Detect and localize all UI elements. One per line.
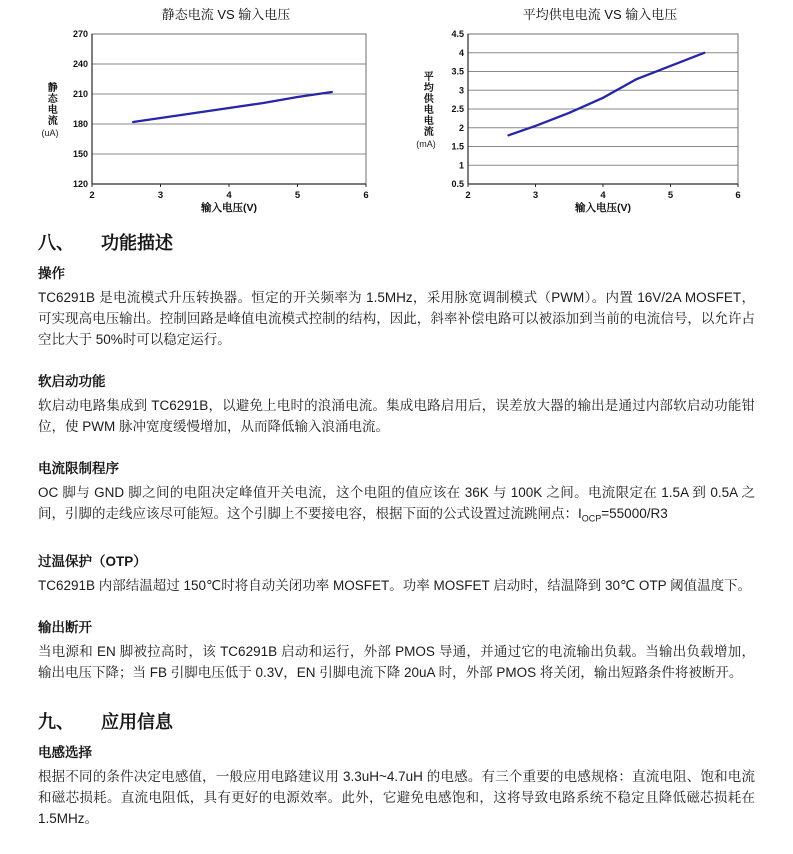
svg-text:2.5: 2.5 [451,104,464,114]
paragraph: TC6291B 是电流模式升压转换器。恒定的开关频率为 1.5MHz，采用脉宽调制模式（PWM）。内置 16V/2A MOSFET，可实现高电压输出。控制回路是峰值电流模式控制的结构，因此，斜率补偿电路可以被添加到当前的电流信号，以允许占空比大于 50%时可以稳定运行。 [38,290,755,347]
svg-text:3: 3 [458,85,464,96]
y-axis-unit: (uA) [41,128,59,138]
y-axis-label: 平均供电电流 [421,71,433,137]
subsection-heading: 电感选择 [38,744,92,760]
paragraph: TC6291B 内部结温超过 150℃时将自动关闭功率 MOSFET。功率 MOSFET 启动时，结温降到 30℃ OTP 阈值温度下。 [38,577,752,593]
section-number: 九、 [38,711,74,732]
y-axis-unit: (mA) [416,139,436,149]
svg-text:3: 3 [532,190,539,201]
svg-text:2: 2 [458,122,464,133]
subsection-heading: 电流限制程序 [38,461,119,476]
charts-row [0,0,793,214]
paragraph: 当电源和 EN 脚被拉高时，该 TC6291B 启动和运行，外部 PMOS 导通，并通过它的电流输出负载。当输出负载增加，输出电压下降；当 FB 引脚电压低于 0.3V，EN 引脚电流下降 20uA 时，外部 PMOS 将关闭，输出短路条件将被断开。 [38,643,755,680]
svg-text:6: 6 [735,190,741,201]
svg-text:4.5: 4.5 [451,29,464,39]
svg-text:4: 4 [600,190,606,201]
section-9-heading [38,710,755,734]
y-axis-label: 静态电流 [45,82,57,126]
svg-text:270: 270 [72,29,88,39]
svg-text:150: 150 [72,149,88,159]
chart-title: 平均供电电流 VS 输入电压 [522,7,678,22]
svg-text:240: 240 [72,59,88,69]
chart-avg-supply-current [416,4,744,214]
subsection-heading: 输出断开 [38,619,92,635]
subsection-soft-start [38,373,755,437]
svg-text:180: 180 [72,119,88,129]
svg-text:1.5: 1.5 [451,141,464,152]
section-number: 八、 [38,233,74,253]
svg-text:1: 1 [458,160,464,171]
subsection-current-limit [38,460,755,530]
paragraph [38,482,755,530]
subsection-heading: 操作 [38,266,65,281]
svg-text:3: 3 [157,190,164,201]
subsection-otp [38,553,755,596]
paragraph-text: OC 脚与 GND 脚之间的电阻决定峰值开关电流，这个电阻的值应该在 36K 与 100K 之间。电流限定在 1.5A 到 0.5A 之间，引脚的走线应该尽可能短。这个引脚上不要接电容，根据下面的公式设置过流跳闸点： [38,485,755,521]
svg-text:4: 4 [226,190,232,201]
svg-text:210: 210 [72,89,88,99]
paragraph: 软启动电路集成到 TC6291B，以避免上电时的浪涌电流。集成电路启用后，误差放大器的输出是通过内部软启动功能钳位，使 PWM 脉冲宽度缓慢增加，从而降低输入浪涌电流。 [38,398,755,434]
svg-text:5: 5 [294,190,301,201]
document-body [0,231,793,829]
svg-text:6: 6 [363,190,369,201]
subsection-heading: 过温保护（OTP） [38,553,147,569]
section-title: 应用信息 [101,711,173,732]
chart-title: 静态电流 VS 输入电压 [161,7,291,22]
svg-text:输入电压(V): 输入电压(V) [201,202,257,214]
section-8-heading [38,231,755,255]
subsection-operation [38,265,755,350]
svg-text:3.5: 3.5 [451,66,464,77]
svg-text:0.5: 0.5 [451,179,464,189]
chart-plot-avg-supply [436,28,744,214]
chart-plot-quiescent [60,28,372,214]
subsection-inductor-selection [38,744,755,829]
section-title: 功能描述 [101,233,173,253]
svg-text:2: 2 [465,190,471,201]
svg-text:5: 5 [667,190,674,201]
subsection-heading: 软启动功能 [38,374,106,389]
chart-quiescent-current [40,4,372,214]
svg-text:2: 2 [89,190,95,201]
svg-text:120: 120 [72,179,88,189]
paragraph: 根据不同的条件决定电感值，一般应用电路建议用 3.3uH~4.7uH 的电感。有三个重要的电感规格：直流电阻、饱和电流和磁芯损耗。直流电阻低，具有更好的电源效率。此外，它避免电感饱和，这将导致电路系统不稳定且降低磁芯损耗在 1.5MHz。 [38,768,755,826]
svg-text:输入电压(V): 输入电压(V) [575,202,631,214]
formula-iocp: $I_{OCP}=55000/R3$ [578,506,668,524]
svg-text:4: 4 [458,47,464,58]
subsection-output-disconnect [38,619,755,683]
